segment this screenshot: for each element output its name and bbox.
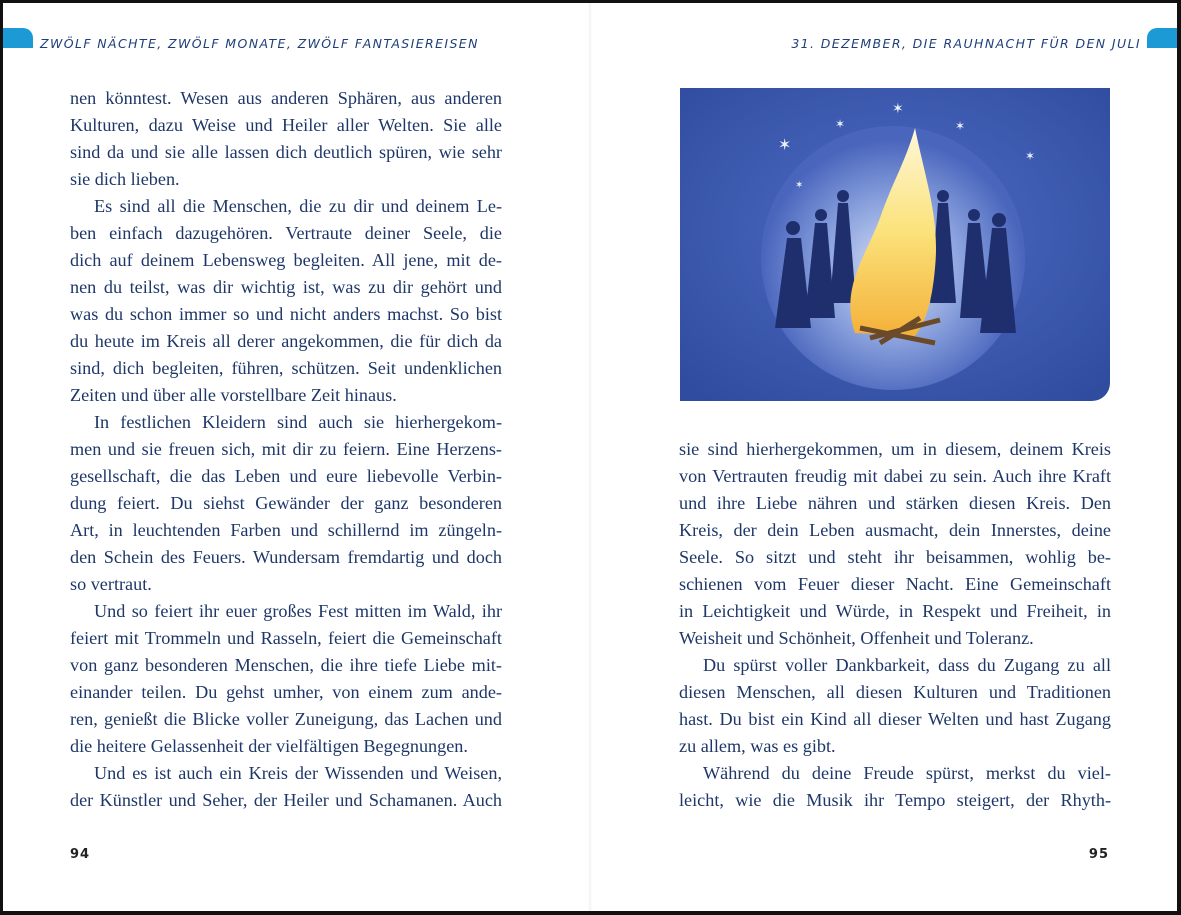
text-line: dich auf deinem Lebensweg begleiten. All jene, mit de- <box>70 250 502 270</box>
text-line: feiert mit Trommeln und Rasseln, feiert die Gemeinschaft <box>70 628 502 648</box>
text-line: Zeiten und über alle vorstellbare Zeit hinaus. <box>70 385 397 405</box>
text-line: In festlichen Kleidern sind auch sie hierhergekom- <box>94 412 502 432</box>
text-line: der Künstler und Seher, der Heiler und Schamanen. Auch <box>70 790 502 810</box>
text-line: sind, dich begleiten, führen, schützen. Seit undenklichen <box>70 358 502 378</box>
text-line: von Vertrauten freudig mit dabei zu sein. Auch ihre Kraft <box>679 466 1111 486</box>
text-line: in Leichtigkeit und Würde, in Respekt und Freiheit, in <box>679 601 1111 621</box>
text-line: schienen vom Feuer dieser Nacht. Eine Gemeinschaft <box>679 574 1111 594</box>
text-line: zu allem, was es gibt. <box>679 736 836 756</box>
svg-text:✶: ✶ <box>835 117 846 131</box>
text-line: gesellschaft, die das Leben und eure liebevolle Verbin- <box>70 466 502 486</box>
text-line: sie dich lieben. <box>70 169 180 189</box>
text-line: Du spürst voller Dankbarkeit, dass du Zugang zu all <box>703 655 1111 675</box>
chapter-tab-left <box>3 28 33 48</box>
text-line: hast. Du bist ein Kind all dieser Welten und hast Zugang <box>679 709 1111 729</box>
text-line: was du schon immer so und nicht anders machst. So bist <box>70 304 502 324</box>
left-page-text <box>70 85 502 814</box>
svg-text:✶: ✶ <box>795 180 804 191</box>
text-line: sie sind hierhergekommen, um in diesem, deinem Kreis <box>679 439 1111 459</box>
text-line: nen könntest. Wesen aus anderen Sphären, aus anderen <box>70 88 502 108</box>
text-line: die heitere Gelassenheit der vielfältigen Begegnungen. <box>70 736 468 756</box>
text-line: du heute im Kreis all derer angekommen, die für dich da <box>70 331 502 351</box>
text-line: Es sind all die Menschen, die zu dir und deinem Le- <box>94 196 502 216</box>
running-head-left: ZWÖLF NÄCHTE, ZWÖLF MONATE, ZWÖLF FANTASIEREISEN <box>40 36 479 51</box>
right-page-text <box>679 436 1111 814</box>
svg-text:✶: ✶ <box>892 102 904 117</box>
text-line: Kulturen, dazu Weise und Heiler aller Welten. Sie alle <box>70 115 502 135</box>
text-line: Art, in leuchtenden Farben und schillernd im züngeln- <box>70 520 502 540</box>
text-line: Seele. So sitzt und steht ihr beisammen, wohlig be- <box>679 547 1111 567</box>
text-line: sind da und sie alle lassen dich deutlich spüren, wie sehr <box>70 142 502 162</box>
text-line: einander teilen. Du gehst umher, von einem zum ande- <box>70 682 502 702</box>
text-line: Und so feiert ihr euer großes Fest mitten im Wald, ihr <box>94 601 502 621</box>
text-line: Weisheit und Schönheit, Offenheit und Toleranz. <box>679 628 1034 648</box>
svg-text:✶: ✶ <box>1025 149 1036 163</box>
book-gutter <box>588 0 592 915</box>
text-line: so vertraut. <box>70 574 152 594</box>
running-head-right: 31. DEZEMBER, DIE RAUHNACHT FÜR DEN JULI <box>791 36 1141 51</box>
text-line: diesen Menschen, all diesen Kulturen und Traditionen <box>679 682 1111 702</box>
text-line: Während du deine Freude spürst, merkst du viel- <box>703 763 1111 783</box>
svg-text:✶: ✶ <box>778 137 792 154</box>
page-number-right: 95 <box>1088 847 1109 862</box>
text-line: dung feiert. Du siehst Gewänder der ganz besonderen <box>70 493 502 513</box>
text-line: den Schein des Feuers. Wundersam fremdartig und doch <box>70 547 502 567</box>
text-line: und ihre Liebe nähren und stärken diesen Kreis. Den <box>679 493 1111 513</box>
text-line: von ganz besonderen Menschen, die ihre tiefe Liebe mit- <box>70 655 502 675</box>
text-line: leicht, wie die Musik ihr Tempo steigert, der Rhyth- <box>679 790 1111 810</box>
text-line: ben einfach dazugehören. Vertraute deiner Seele, die <box>70 223 502 243</box>
bonfire-illustration <box>680 88 1110 401</box>
chapter-tab-right <box>1147 28 1177 48</box>
svg-text:✶: ✶ <box>955 119 966 133</box>
text-line: Kreis, der dein Leben ausmacht, dein Innerstes, deine <box>679 520 1111 540</box>
text-line: Und es ist auch ein Kreis der Wissenden und Weisen, <box>94 763 502 783</box>
page-number-left: 94 <box>70 847 91 862</box>
text-line: men und sie freuen sich, mit dir zu feiern. Eine Herzens- <box>70 439 502 459</box>
text-line: nen du teilst, was dir wichtig ist, was zu dir gehört und <box>70 277 502 297</box>
text-line: ren, genießt die Blicke voller Zuneigung, das Lachen und <box>70 709 502 729</box>
